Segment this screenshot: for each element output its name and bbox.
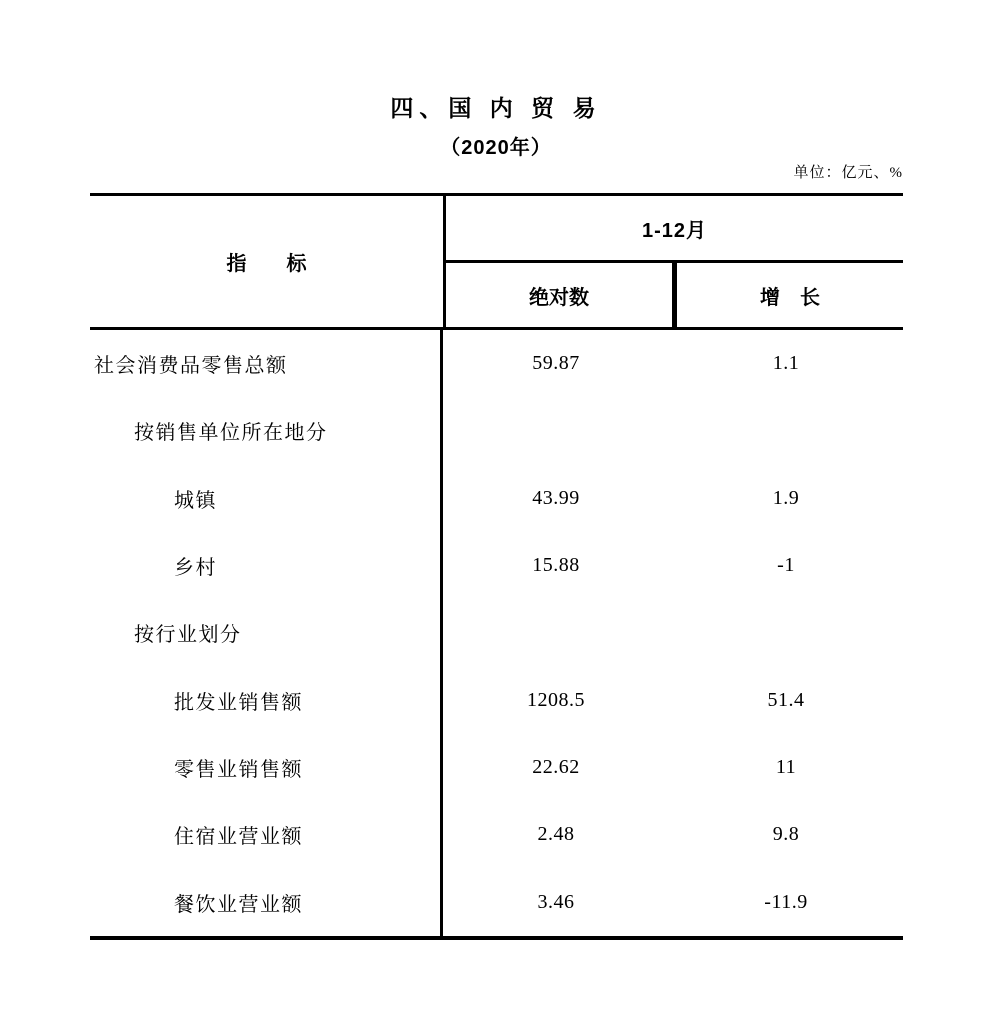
table-row <box>90 734 903 801</box>
subheader-row <box>446 263 903 327</box>
row-absolute-value: 43.99 <box>532 486 580 509</box>
row-indicator-label: 按行业划分 <box>90 599 443 666</box>
row-absolute-value: 59.87 <box>532 352 580 375</box>
row-absolute-value: 1208.5 <box>527 688 585 711</box>
indicator-column-header: 指 标 <box>90 196 446 327</box>
row-growth-value: 51.4 <box>767 688 805 711</box>
table-row <box>90 869 903 936</box>
growth-column-header: 增 长 <box>760 286 820 309</box>
row-growth-value: 11 <box>775 756 797 779</box>
row-growth-value: -11.9 <box>764 890 808 913</box>
page-title: 四、国 内 贸 易 <box>390 95 602 121</box>
table-row <box>90 667 903 734</box>
table-row <box>90 532 903 599</box>
row-absolute-value <box>443 397 669 464</box>
row-indicator-label: 社会消费品零售总额 <box>90 330 443 397</box>
row-growth-value: 9.8 <box>772 823 800 846</box>
table-row <box>90 397 903 464</box>
row-indicator-label: 城镇 <box>90 465 443 532</box>
period-column-header: 1-12月 <box>446 196 903 263</box>
row-absolute-value <box>443 599 669 666</box>
row-indicator-label: 零售业销售额 <box>90 734 443 801</box>
row-growth-value <box>669 599 903 666</box>
row-growth-value: 1.1 <box>772 352 800 375</box>
row-indicator-label: 住宿业营业额 <box>90 801 443 868</box>
row-absolute-value: 22.62 <box>532 756 580 779</box>
statistics-table <box>90 193 903 940</box>
row-indicator-label: 乡村 <box>90 532 443 599</box>
row-growth-value: 1.9 <box>772 486 800 509</box>
absolute-column-header: 绝对数 <box>446 263 677 327</box>
row-absolute-value: 2.48 <box>537 823 575 846</box>
table-row <box>90 599 903 666</box>
table-row <box>90 330 903 397</box>
unit-note: 单位：亿元、% <box>793 165 903 181</box>
table-row <box>90 801 903 868</box>
page-subtitle: （2020年） <box>440 137 552 159</box>
row-indicator-label: 批发业销售额 <box>90 667 443 734</box>
row-absolute-value: 15.88 <box>532 554 580 577</box>
table-row <box>90 465 903 532</box>
row-growth-value: -1 <box>777 554 795 577</box>
table-header <box>90 196 903 330</box>
period-header-group <box>446 196 903 327</box>
row-indicator-label: 按销售单位所在地分 <box>90 397 443 464</box>
row-growth-value <box>669 397 903 464</box>
table-body <box>90 330 903 936</box>
row-indicator-label: 餐饮业营业额 <box>90 869 443 936</box>
row-absolute-value: 3.46 <box>537 890 575 913</box>
